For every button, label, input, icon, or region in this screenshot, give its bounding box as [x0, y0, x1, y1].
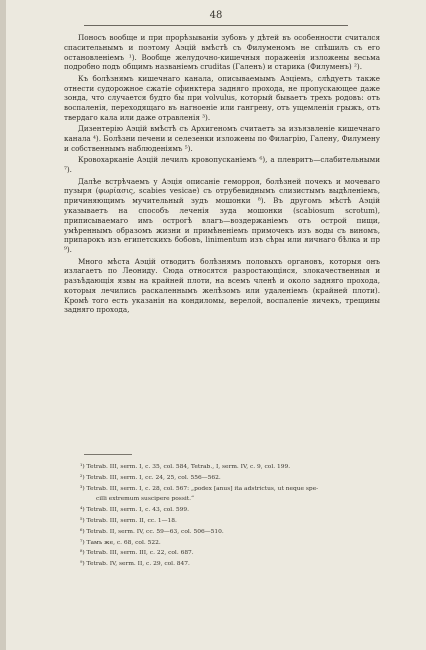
paragraph: Много мѣста Аэцій отводитъ болѣзнямъ половыхъ органовъ, которыя онъ излагаетъ по Леониду. Сюда относятся разростающіяся, злокачественныя и разъѣдающія язвы на крайней плоти, на всемъ членѣ и около задняго прохода, которыя лечились раскаленнымъ желѣзомъ или удаленіемъ (крайней плоти). Кромѣ того есть указанія на кондиломы, верелой, воспаленіе яичекъ, трещины задняго прохода,: [64, 256, 380, 315]
footnote-separator: [84, 454, 132, 455]
footnotes: [80, 462, 380, 570]
paragraph: Кровохарканіе Аэцій лечилъ кровопусканіемъ ⁶), а плевритъ—слабительными ⁷).: [64, 155, 380, 175]
paragraph: Дизентерію Аэцій вмѣстѣ съ Архигеномъ считаетъ за изъязвленіе кишечнаго канала ⁴). Болѣзни печени и селезенки изложены по Филагрію, Галену, Филумену и собственнымъ наблюденіямъ ⁵).: [64, 124, 380, 153]
footnote: ³) Tetrab. III, serm. I, c. 28, col. 567: „podex [anus] ita adstrictus, ut neque spe-: [80, 485, 319, 492]
footnote: ¹) Tetrab. III, serm. I, c. 35, col. 584, Tetrab., I, serm. IV, c. 9, col. 199.: [80, 464, 291, 470]
paragraph: Поносъ вообще и при прорѣзываніи зубовъ у дѣтей въ особенности считался спасительнымъ и поэтому Аэцій вмѣстѣ съ Филуменомъ не спѣшилъ съ его остановленіемъ ¹). Вообще желудочно-кишечныя пораженія изложены весьма подробно подъ общимъ названіемъ cruditas (Галенъ) и старика (Филуменъ) ²).: [64, 33, 380, 72]
page-number: 48: [209, 10, 223, 21]
footnote: ⁴) Tetrab. III, serm. I, c. 43, col. 599.: [80, 507, 190, 514]
footnote-continuation: cilli extremum suscipere possit.“: [96, 496, 194, 503]
footnote: ²) Tetrab. III, serm. I, cc. 24, 25, col. 556—562.: [80, 474, 221, 481]
header-rule: [84, 25, 348, 26]
footnote: ⁸) Tetrab. III, serm. III, c. 22, col. 687.: [80, 550, 194, 557]
footnote: ⁵) Tetrab. III, serm. II, cc. 1—18.: [80, 517, 177, 524]
paragraph: Къ болѣзнямъ кишечнаго канала, описываемымъ Аэціемъ, слѣдуетъ также отнести судорожное сжатіе сфинктера задняго прохода, не пропускающее даже зонда, что случается будто бы при volvulus, который бываетъ трехъ родовъ: отъ воспаленія, переходящаго въ нагноеніе или гангрену, отъ ущемленія грыжъ, отъ твердаго кала или даже отравленія ³).: [64, 73, 380, 122]
footnote: ⁷) Тамъ же, c. 68, col. 522.: [80, 539, 161, 546]
footnote: ⁶) Tetrab. II, serm. IV, cc. 59—63, col. 506—510.: [80, 528, 224, 535]
body-text: [64, 33, 380, 317]
paragraph: Далѣе встрѣчаемъ у Аэція описаніе геморроя, болѣзней почекъ и мочеваго пузыря (φωρίασις, scabies vesicae) съ отрубевиднымъ слизистымъ выдѣленіемъ, причиняющимъ мучительный зудъ мошонки ⁸). Въ другомъ мѣстѣ Аэцій указываетъ на способъ леченія зуда мошонки (scabiosum scrotum), приписываемаго имъ острогѣ влагъ—воздержаніемъ отъ острой пищи, умѣреннымъ образомъ жизни и примѣненіемъ примочекъ изъ воды съ виномъ, припарокъ изъ египетскихъ бобовъ, linimentum изъ сѣры или яичнаго бѣлка и пр ⁹).: [64, 176, 380, 255]
footnote: ⁹) Tetrab. IV, serm. II, c. 29, col. 847.: [80, 561, 190, 568]
